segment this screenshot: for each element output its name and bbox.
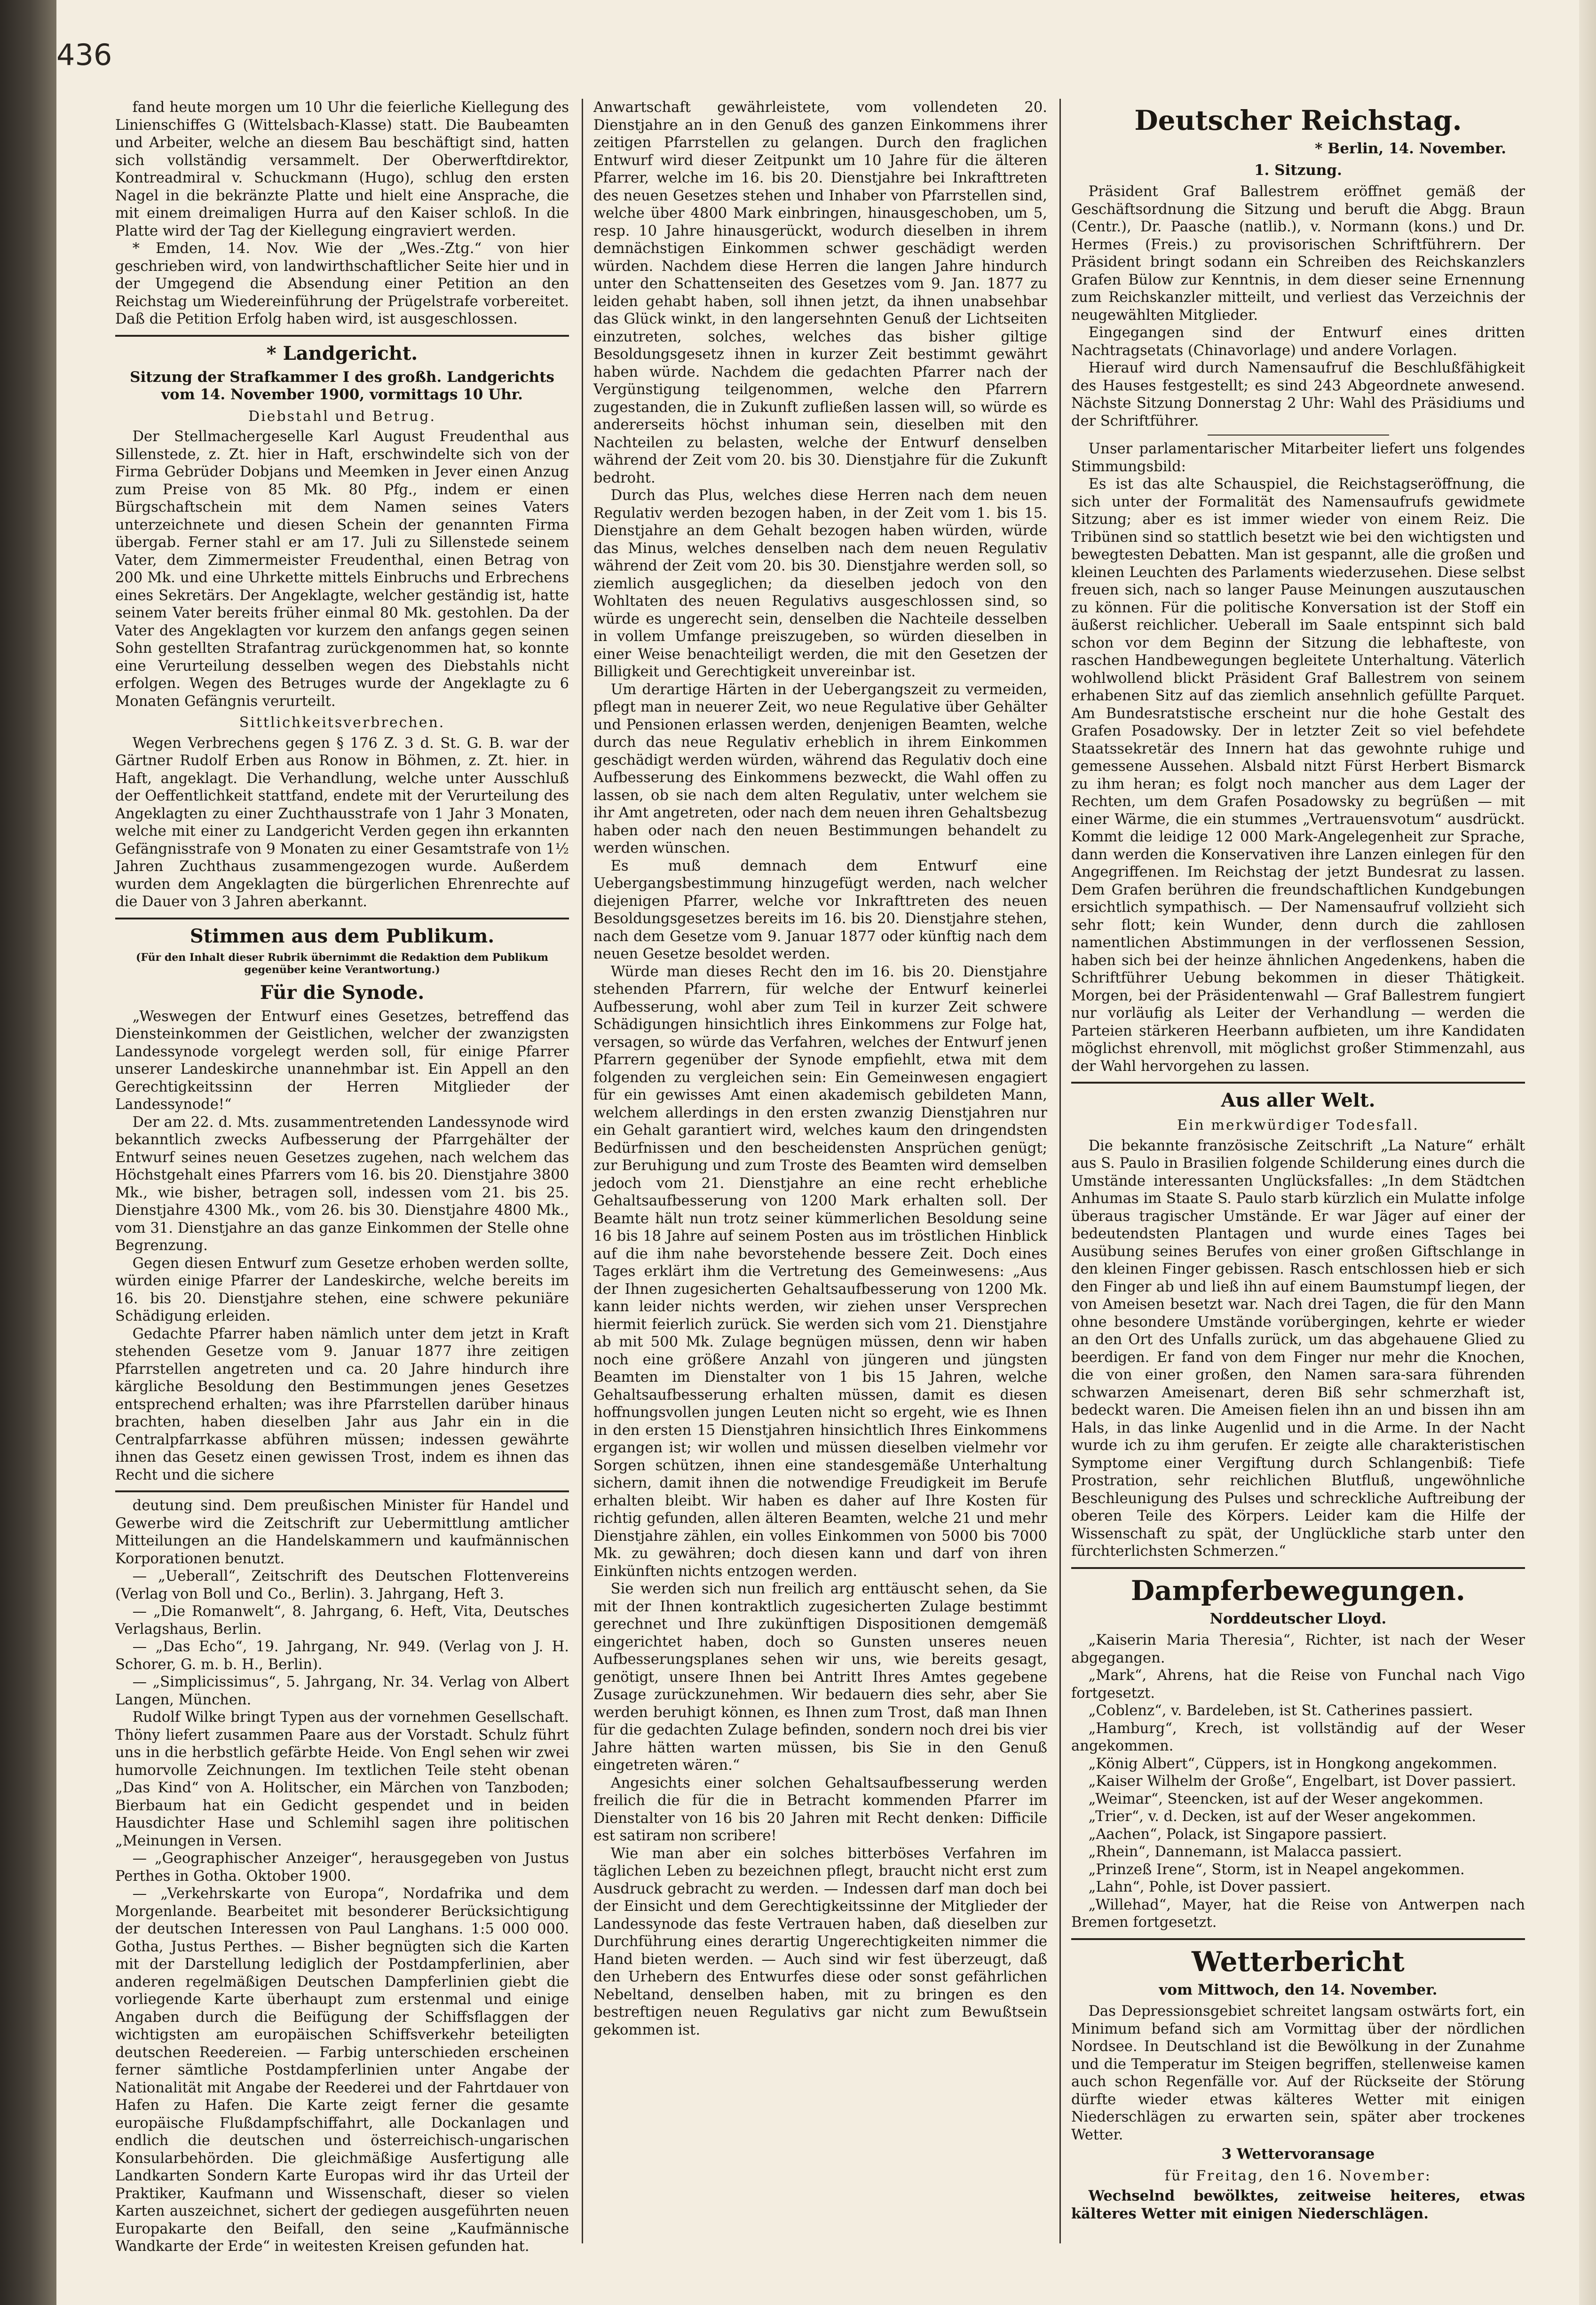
article-title-synode: Für die Synode. bbox=[260, 981, 425, 1004]
column-1 bbox=[115, 99, 569, 2255]
article-paragraph: Wegen Verbrechens gegen § 176 Z. 3 d. St. G. B. war der Gärtner Rudolf Erben aus Ronow in Böhmen, z. Zt. hier. in Haft, angeklagt. Die Verhandlung, welche unter Ausschluß der Oeffentlichkeit stattfand, endete mit der Verurteilung des Angeklagten zu einer Zuchthausstrafe von 1 Jahr 3 Monaten, welche mit einer zu Landgericht Verden gegen ihn erkannten Gefängnisstrafe von 9 Monaten zu einer Gesamtstrafe von 1½ Jahren Zuchthaus zusammengezogen wurde. Außerdem wurden dem Angeklagten die bürgerlichen Ehrenrechte auf die Dauer von 3 Jahren aberkannt. bbox=[115, 735, 569, 910]
section-rule bbox=[115, 335, 569, 337]
dateline: * Berlin, 14. November. bbox=[1315, 140, 1506, 157]
review-entry: — „Ueberall“, Zeitschrift des Deutschen Flottenvereins (Verlag von Boll und Co., Berlin). 3. Jahrgang, Heft 3. bbox=[115, 1568, 569, 1602]
review-entry: — „Verkehrskarte von Europa“, Nordafrika und dem Morgenlande. Bearbeitet mit besonderer Berücksichtigung der deutschen Interessen von Paul Langhans. 1:5 000 000. Gotha, Justus Perthes. — Bisher begnügten sich die Karten mit der Darstellung lediglich der Postdampferlinien, aber anderen regelmäßigen Deutschen Dampferlinien giebt die vorliegende Karte überhaupt zum erstenmal und einige Angaben durch die Beifügung der Schiffsflaggen der wichtigsten am europäischen Schiffsverkehr beteiligten deutschen Reedereien. — Farbig unterschieden erscheinen ferner sämtliche Postdampferlinien unter Angabe der Nationalität mit Angabe der Reederei und der Fahrtdauer von Hafen zu Hafen. Die Karte zeigt ferner die gesamte europäische Flußdampfschiffahrt, alle Dockanlagen und endlich die deutschen und österreichisch-ungarischen Konsularbehörden. Die gleichmäßige Ausfertigung alle Landkarten Sondern Karte Europas wird ihr das Urteil der Praktiker, Kaufmann und Wissenschaft, dieser so vielen Karten auszeichnet, sichert der gediegen ausgeführten neuen Europakarte den Beifall, den seine „Kaufmännische Wandkarte der Erde“ in weitesten Kreisen gefunden hat. bbox=[115, 1885, 569, 2255]
column-3 bbox=[1071, 99, 1525, 2243]
article-paragraph: deutung sind. Dem preußischen Minister für Handel und Gewerbe wird die Zeitschrift zur Uebermittlung amtlicher Mitteilungen an die Handelskammern und kaufmännischen Korporationen benutzt. bbox=[115, 1497, 569, 1567]
ship-entry: „Kaiser Wilhelm der Große“, Engelbart, ist Dover passiert. bbox=[1088, 1773, 1517, 1790]
ship-entry: „Kaiserin Maria Theresia“, Richter, ist nach der Weser abgegangen. bbox=[1071, 1632, 1525, 1666]
section-rule bbox=[115, 1490, 569, 1492]
ship-entry: „Hamburg“, Krech, ist vollständig auf der Weser angekommen. bbox=[1071, 1720, 1525, 1754]
forecast-text: Wechselnd bewölktes, zeitweise heiteres, etwas kälteres Wetter mit einigen Niederschlägen. bbox=[1071, 2187, 1525, 2222]
article-paragraph: Es muß demnach dem Entwurf eine Uebergangsbestimmung hinzugefügt werden, nach welcher diejenigen Pfarrer, welche vor Inkrafttreten des neuen Besoldungsgesetzes bereits im 16. bis 20. Dienstjahre stehen, nach dem Gesetze vom 9. Januar 1877 oder künftig nach dem neuen Gesetze besoldet werden. bbox=[593, 857, 1047, 962]
section-rule bbox=[1071, 1082, 1525, 1084]
article-paragraph: Eingegangen sind der Entwurf eines dritten Nachtragsetats (Chinavorlage) und andere Vorlagen. bbox=[1071, 325, 1525, 359]
case-heading: Sittlichkeitsverbrechen. bbox=[239, 714, 445, 731]
section-subtitle: Sitzung der Strafkammer I des großh. Landgerichts vom 14. November 1900, vormittags 10 Uhr. bbox=[130, 368, 554, 403]
article-paragraph: fand heute morgen um 10 Uhr die feierliche Kiellegung des Linienschiffes G (Wittelsbach-Klasse) statt. Die Baubeamten und Arbeiter, welche an diesem Bau beschäftigt sind, hatten sich vollständig versammelt. Der Oberwerftdirektor, Kontreadmiral v. Schuckmann (Hugo), schlug den ersten Nagel in die bekränzte Platte und hielt eine Ansprache, die mit einem dreimaligen Hurra auf den Kaiser schloß. In die Platte wird der Tag der Kiellegung eingraviert werden. bbox=[115, 99, 569, 239]
weather-date: vom Mittwoch, den 14. November. bbox=[1159, 1981, 1438, 1998]
column-divider bbox=[1059, 99, 1061, 2243]
review-entry: Rudolf Wilke bringt Typen aus der vornehmen Gesellschaft. Thöny liefert zusammen Paare aus der Vorstadt. Schulz führt uns in die herbstlich gefärbte Heide. Von Engl sehen wir zwei humorvolle Zeichnungen. Im textlichen Teile steht obenan „Das Kind“ von A. Holitscher, ein Märchen von Tanzboden; Bierbaum hat ein Gedicht gespendet und in beiden Hausdichter Hase und Schlemihl sagen ihre politischen „Meinungen in Versen. bbox=[115, 1709, 569, 1849]
review-entry: — „Simplicissimus“, 5. Jahrgang, Nr. 34. Verlag von Albert Langen, München. bbox=[115, 1674, 569, 1708]
section-title-stimmen: Stimmen aus dem Publikum. bbox=[190, 925, 495, 947]
ship-entry: „Coblenz“, v. Bardeleben, ist St. Catherines passiert. bbox=[1088, 1703, 1473, 1719]
article-paragraph: Präsident Graf Ballestrem eröffnet gemäß der Geschäftsordnung die Sitzung und beruft die Abgg. Braun (Centr.), Dr. Paasche (natlib.), v. Normann (kons.) und Dr. Hermes (Freis.) zu provisorischen Schriftführern. Der Präsident bringt sodann ein Schreiben des Reichskanzlers Grafen Bülow zur Kenntnis, in dem dieser seine Ernennung zum Reichskanzler mitteilt, und verliest das Verzeichnis der neugewählten Mitglieder. bbox=[1071, 183, 1525, 324]
article-paragraph: Die bekannte französische Zeitschrift „La Nature“ erhält aus S. Paulo in Brasilien folgende Schilderung eines durch die Umstände interessanten Unglücksfalles: „In dem Städtchen Anhumas im Staate S. Paulo starb kürzlich ein Mulatte infolge überaus tragischer Umstände. Er war Jäger auf einer der bedeutendsten Plantagen und wurde eines Tages bei Ausübung seines Berufes von einer großen Giftschlange in den kleinen Finger gebissen. Rasch entschlossen hieb er sich den Finger ab und ließ ihn auf einem Baumstumpf liegen, der von Ameisen besetzt war. Nach drei Tagen, die für den Mann ohne besondere Umstände vorübergingen, kehrte er wieder an den Ort des Unfalls zurück, um das abgehauene Glied zu beerdigen. Er fand von dem Finger nur mehr die Knochen, die von einer großen, den Namen sara-sara führenden schwarzen Ameisenart, deren Biß sehr schmerzhaft ist, bedeckt waren. Die Ameisen fielen ihn an und bissen ihn am Hals, in das linke Augenlid und in die Arme. In der Nacht wurde ich zu ihm gerufen. Er zeigte alle charakteristischen Symptome einer Vergiftung durch Schlangenbiß: Tiefe Prostration, sehr reichlichen Blutfluß, ungewöhnliche Beschleunigung des Pulses und schreckliche Auftreibung der oberen Teile des Körpers. Leider kam die Hilfe der Wissenschaft zu spät, der Unglückliche starb unter den fürchterlichsten Schmerzen.“ bbox=[1071, 1137, 1525, 1560]
column-divider bbox=[582, 99, 583, 2243]
article-paragraph: Angesichts einer solchen Gehaltsaufbesserung werden freilich die für die in Betracht kommenden Pfarrer im Dienstalter von 16 bis 20 Jahren mit Recht denken: Difficile est satiram non scribere! bbox=[593, 1774, 1047, 1844]
section-title-reichstag: Deutscher Reichstag. bbox=[1134, 104, 1462, 136]
article-subtitle: Ein merkwürdiger Todesfall. bbox=[1177, 1117, 1419, 1133]
ship-entry: „Lahn“, Pohle, ist Dover passiert. bbox=[1088, 1879, 1331, 1895]
article-paragraph: Durch das Plus, welches diese Herren nach dem neuen Regulativ werden bezogen haben, in der Zeit vom 1. bis 15. Dienstjahre an dem Gehalt bezogen haben würden, würde das Minus, welches denselben nach dem neuen Regulativ während der Zeit vom 20. bis 30. Dienstjahre werden soll, so ziemlich ausgeglichen; da dieselben jedoch von den Wohltaten des neuen Regulativs ausgeschlossen sind, so würde es ungerecht sein, denselben die Nachteile desselben in vollem Umfange preiszugeben, so würden dieselben in einer Weise benachteiligt werden, die mit den Gesetzen der Billigkeit und Gerechtigkeit unvereinbar ist. bbox=[593, 487, 1047, 680]
article-paragraph: Anwartschaft gewährleistete, vom vollendeten 20. Dienstjahre an in den Genuß des ganzen Einkommens ihrer zeitigen Pfarrstellen zu gelangen. Durch den fraglichen Entwurf wird dieser Zeitpunkt um 10 Jahre für die älteren Pfarrer, welche im 16. bis 20. Dienstjahre bei Inkrafttreten des neuen Gesetzes stehen und Inhaber von Pfarrstellen sind, welche über 4800 Mark einbringen, hinausgeschoben, um 5, resp. 10 Jahre hinausgerückt, wodurch dieselben in ihrem demnächstigen Einkommen schwer geschädigt werden würden. Nachdem diese Herren die langen Jahre hindurch unter den Schattenseiten des Gesetzes vom 9. Jan. 1877 zu leiden gehabt haben, soll ihnen jetzt, da ihnen unabsehbar das Glück winkt, in den langersehnten Genuß der Lichtseiten einzutreten, solches, welches das bisher giltige Besoldungsgesetz ihnen in kurzer Zeit bestimmt gewährt haben würde. Nachdem die gedachten Pfarrer nach der Vergünstigung teilgenommen, welche den Pfarrern zugestanden, die in Zukunft zufließen lassen will, so würde es andererseits höchst inhuman sein, dieselben mit den Nachteilen zu belasten, welche der Entwurf denselben während der Zeit vom 20. bis 30. Dienstjahre für die Zukunft bedroht. bbox=[593, 99, 1047, 486]
ship-entry: „Willehad“, Mayer, hat die Reise von Antwerpen nach Bremen fortgesetzt. bbox=[1071, 1896, 1525, 1931]
editorial-note: (Für den Inhalt dieser Rubrik übernimmt die Redaktion dem Publikum gegenüber keine Verantwortung.) bbox=[135, 951, 549, 976]
column-2 bbox=[593, 99, 1047, 2243]
section-title-dampfer: Dampferbewegungen. bbox=[1130, 1574, 1466, 1607]
ship-entry: „König Albert“, Cüppers, ist in Hongkong angekommen. bbox=[1088, 1755, 1497, 1772]
article-paragraph: Der am 22. d. Mts. zusammentretenden Landessynode wird bekanntlich zwecks Aufbesserung der Pfarrgehälter der Entwurf seines neuen Gesetzes zugehen, nach welchem das Höchstgehalt eines Pfarrers vom 16. bis 20. Dienstjahre 3800 Mk., wie bisher, betragen soll, indessen vom 21. bis 25. Dienstjahre 4300 Mk., vom 26. bis 30. Dienstjahre 4800 Mk., vom 31. Dienstjahre an das ganze Einkommen der Stelle ohne Begrenzung. bbox=[115, 1114, 569, 1254]
review-entry: — „Das Echo“, 19. Jahrgang, Nr. 949. (Verlag von J. H. Schorer, G. m. b. H., Berlin). bbox=[115, 1639, 569, 1673]
ship-entry: „Mark“, Ahrens, hat die Reise von Funchal nach Vigo fortgesetzt. bbox=[1071, 1667, 1525, 1702]
section-title-welt: Aus aller Welt. bbox=[1221, 1089, 1375, 1111]
article-paragraph: Gegen diesen Entwurf zum Gesetze erhoben werden sollte, würden einige Pfarrer der Landeskirche, welche bereits im 16. bis 20. Dienstjahre stehen, eine schwere pekuniäre Schädigung erleiden. bbox=[115, 1255, 569, 1324]
article-paragraph: Wie man aber ein solches bitterböses Verfahren im täglichen Leben zu bezeichnen pflegt, braucht nicht erst zum Ausdruck gebracht zu werden. — Indessen darf man doch bei der Einsicht und dem Gerechtigkeitssinne der Mitglieder der Landessynode das feste Vertrauen haben, daß dieselben zur Durchführung eines derartig Ungerechtigkeiten nimmer die Hand bieten werden. — Auch sind wir fest überzeugt, daß den Urhebern des Entwurfes diese oder sonst gefährlichen Nebeltand, denselben haben, mit zu bringen es den bestreftigen neuen Regulativs gar nicht zum Bewußtsein gekommen ist. bbox=[593, 1845, 1047, 2038]
article-paragraph: Würde man dieses Recht den im 16. bis 20. Dienstjahre stehenden Pfarrern, für welche der Entwurf keinerlei Aufbesserung, wohl aber zum Teil in kurzer Zeit schwere Schädigungen hinsichtlich ihres Einkommens zur Folge hat, versagen, so würde das Verfahren, welches der Entwurf jenen Pfarrern gegenüber der Synode empfiehlt, etwa mit dem folgenden zu vergleichen sein: Ein Gemeinwesen engagiert für ein gewisses Amt einen akademisch gebildeten Mann, welchem allerdings in den ersten zwanzig Dienstjahren nur ein Gehalt garantiert wird, welches kaum den dringendsten Bedürfnissen und den bescheidensten Ansprüchen genügt; zur Beruhigung und zum Troste des Beamten wird demselben jedoch vom 21. Dienstjahre an eine recht erhebliche Gehaltsaufbesserung von 1200 Mark erhalten soll. Der Beamte hält nun trotz seiner kümmerlichen Besoldung seine 16 bis 18 Jahre auf seinem Posten aus im tröstlichen Hinblick auf die ihm nahe bevorstehende bessere Zeit. Doch eines Tages erklärt ihm die Vertretung des Gemeinwesens: „Aus der Ihnen zugesicherten Gehaltsaufbesserung von 1200 Mk. kann leider nichts werden, wir ziehen unser Versprechen hiermit feierlich zurück. Sie werden sich vom 21. Dienstjahre ab mit 500 Mk. Zulage begnügen müssen, denn wir haben noch eine größere Anzahl von jüngeren und jüngsten Beamten im Dienstalter von 1 bis 15 Jahren, welche Gehaltsaufbesserung erhalten müssen, damit es diesen hoffnungsvollen jungen Leuten nicht so ergeht, wie es Ihnen in den ersten 15 Dienstjahren hinsichtlich Ihres Einkommens ergangen ist; wir wollen und müssen dieselben vielmehr vor Sorgen schützen, ihnen eine standesgemäße Unterhaltung sichern, damit ihnen die notwendige Freudigkeit im Berufe erhalten bleibt. Wir haben es daher auf Ihre Kosten für richtig gefunden, allen älteren Beamten, welche 21 und mehr Dienstjahre zählen, ein volles Einkommen von 5000 bis 7000 Mk. zu gewähren; doch diesen kann und darf von ihren Einkünften nichts entzogen werden. bbox=[593, 963, 1047, 1580]
section-rule bbox=[1071, 1567, 1525, 1569]
article-paragraph: * Emden, 14. Nov. Wie der „Wes.-Ztg.“ von hier geschrieben wird, von landwirthschaftlicher Seite hier und in der Umgegend die Absendung einer Petition an den Reichstag um Wiedereinführung der Prügelstrafe vorbereitet. Daß die Petition Erfolg haben wird, ist ausgeschlossen. bbox=[115, 240, 569, 327]
binding-margin bbox=[0, 0, 56, 2305]
ship-entry: „Rhein“, Dannemann, ist Malacca passiert. bbox=[1088, 1844, 1402, 1860]
section-title-landgericht: * Landgericht. bbox=[266, 342, 418, 364]
section-title-wetter: Wetterbericht bbox=[1192, 1945, 1405, 1978]
review-entry: — „Geographischer Anzeiger“, herausgegeben von Justus Perthes in Gotha. Oktober 1900. bbox=[115, 1850, 569, 1885]
article-paragraph: Das Depressionsgebiet schreitet langsam ostwärts fort, ein Minimum befand sich am Vormittag über der nördlichen Nordsee. In Deutschland ist die Bewölkung in der Zunahme und die Temperatur im Steigen begriffen, stellenweise kamen auch schon Regenfälle vor. Auf der Rückseite der Störung dürfte wieder etwas kälteres Wetter mit einigen Niederschlägen zu erwarten sein, später aber trockenes Wetter. bbox=[1071, 2003, 1525, 2143]
section-rule bbox=[115, 918, 569, 919]
review-entry: — „Die Romanwelt“, 8. Jahrgang, 6. Heft, Vita, Deutsches Verlagshaus, Berlin. bbox=[115, 1603, 569, 1638]
section-rule bbox=[1071, 1938, 1525, 1940]
article-paragraph: Unser parlamentarischer Mitarbeiter liefert uns folgendes Stimmungsbild: bbox=[1071, 441, 1525, 475]
article-paragraph: Der Stellmachergeselle Karl August Freudenthal aus Sillenstede, z. Zt. hier in Haft, erschwindelte sich von der Firma Gebrüder Dobjans und Meemken in Jever einen Anzug zum Preise von 85 Mk. 80 Pfg., indem er einen Bürgschaftschein mit dem Namen seines Vaters unterzeichnete und diesen Schein der genannten Firma übergab. Ferner stahl er am 17. Juli zu Sillenstede seinem Vater, dem Zimmermeister Freudenthal, einen Betrag von 200 Mk. und eine Uhrkette mittels Einbruchs und Erbrechens eines Sekretärs. Der Angeklagte, welcher geständig ist, hatte seinem Vater bereits früher einmal 80 Mk. gestohlen. Da der Vater des Angeklagten vor kurzem den anfangs gegen seinen Sohn gestellten Strafantrag zurückgenommen hat, so konnte eine Verurteilung desselben wegen des Diebstahls nicht erfolgen. Wegen des Betruges wurde der Angeklagte zu 6 Monaten Gefängnis verurteilt. bbox=[115, 428, 569, 710]
article-paragraph: „Weswegen der Entwurf eines Gesetzes, betreffend das Diensteinkommen der Geistlichen, welcher der zwanzigsten Landessynode vorgelegt werden soll, für einige Pfarrer unserer Landeskirche unannehmbar ist. Ein Appell an den Gerechtigkeitssinn der Herren Mitglieder der Landessynode!“ bbox=[115, 1008, 569, 1113]
divider bbox=[1208, 435, 1389, 436]
page-edge bbox=[1579, 0, 1596, 2305]
ship-entry: „Trier“, v. d. Decken, ist auf der Weser angekommen. bbox=[1088, 1808, 1477, 1825]
forecast-date: für Freitag, den 16. November: bbox=[1165, 2167, 1431, 2184]
forecast-heading: 3 Wettervoransage bbox=[1221, 2146, 1375, 2162]
ship-entry: „Prinzeß Irene“, Storm, ist in Neapel angekommen. bbox=[1088, 1861, 1465, 1878]
ship-entry: „Weimar“, Steencken, ist auf der Weser angekommen. bbox=[1088, 1790, 1484, 1807]
page-number: 436 bbox=[56, 38, 112, 72]
article-paragraph: Sie werden sich nun freilich arg enttäuscht sehen, da Sie mit der Ihnen kontraktlich zugesicherten Zulage bestimmt gerechnet und Ihre zukünftigen Dispositionen demgemäß eingerichtet haben, doch so Gunsten unseres neuen Aufbesserungsplanes sehen wir uns, wie bereits gesagt, genötigt, unsere Ihnen bei Antritt Ihres Amtes gegebene Zusage zurückzunehmen. Wir bedauern dies sehr, aber Sie werden beruhigt können, es Ihnen zum Trost, daß man Ihnen für die gedachten Zulage befinden, sondern noch drei bis vier Jahre hätten warten müssen, bis Sie in den Genuß eingetreten wären.“ bbox=[593, 1581, 1047, 1774]
article-paragraph: Um derartige Härten in der Uebergangszeit zu vermeiden, pflegt man in neuerer Zeit, wo neue Regulative über Gehälter und Pensionen erlassen werden, denjenigen Beamten, welche durch das neue Regulativ erheblich in ihrem Einkommen geschädigt werden würden, während das Regulativ doch eine Aufbesserung des Einkommens bezweckt, die Wahl offen zu lassen, ob sie nach dem alten Regulativ, unter welchem sie ihr Amt angetreten, oder nach dem neuen ihren Gehaltsbezug haben oder nach den neuen Bestimmungen behandelt zu werden wünschen. bbox=[593, 681, 1047, 856]
article-paragraph: Gedachte Pfarrer haben nämlich unter dem jetzt in Kraft stehenden Gesetze vom 9. Januar 1877 ihre zeitigen Pfarrstellen angetreten und ca. 20 Jahre hindurch ihre kärgliche Besoldung den Bestimmungen jenes Gesetzes entsprechend erhalten; was ihre Pfarrstellen darüber hinaus brachten, haben dieselben Jahr aus Jahr ein in die Centralpfarrkasse abführen müssen; indessen gewährte ihnen das Gesetz einen gewissen Trost, indem es ihnen das Recht und die sichere bbox=[115, 1325, 569, 1483]
ship-entry: „Aachen“, Polack, ist Singapore passiert. bbox=[1088, 1826, 1387, 1843]
article-paragraph: Es ist das alte Schauspiel, die Reichstagseröffnung, die sich unter der Formalität des Namensaufrufs gewidmete Sitzung; aber es ist immer wieder von einem Reiz. Die Tribünen sind so stattlich besetzt wie bei den wichtigsten und bewegtesten Debatten. Man ist gespannt, alle die großen und kleinen Leuchten des Parlaments wiederzusehen. Diese selbst freuen sich, nach so langer Pause Meinungen auszutauschen zu können. Für die politische Konversation ist der Stoff ein äußerst reichlicher. Ueberall im Saale entspinnt sich bald schon vor dem Beginn der Sitzung die lebhafteste, von raschen Handbewegungen begleitete Unterhaltung. Väterlich wohlwollend blickt Präsident Graf Ballestrem von seinem erhabenen Sitz auf das ziemlich ansehnlich gefüllte Parquet. Am Bundesratstische erscheint nur die hohe Gestalt des Grafen Posadowsky. Der in letzter Zeit so viel befehdete Staatssekretär des Innern hat das gewohnte ruhige und gemessene Aussehen. Alsbald nitzt Fürst Herbert Bismarck zu ihm heran; es folgt noch mancher aus dem Lager der Rechten, um dem Grafen Posadowsky zu begrüßen — mit einer Wärme, die ein stummes „Vertrauensvotum“ ausdrückt. Kommt die leidige 12 000 Mark-Angelegenheit zur Sprache, dann werden die Konservativen ihre Lanzen einlegen für den Angegriffenen. Im Reichstag der jetzt Bundesrat zu lassen. Dem Grafen berühren die freundschaftlichen Kundgebungen ersichtlich sympathisch. — Der Namensaufruf vollzieht sich sehr flott; kein Wunder, denn durch die zahllosen namentlichen Abstimmungen in der verflossenen Session, haben sich bei der heinze ähnlichen Angedenkens, haben die Schriftführer Uebung bekommen in dieser Thätigkeit. Morgen, bei der Präsidentenwahl — Graf Ballestrem fungiert nur vorläufig als Leiter der Verhandlung — werden die Parteien stärkeren Heerbann aufbieten, um ihre Kandidaten möglichst ehrenvoll, mit möglichst großer Stimmenzahl, aus der Wahl hervorgehen zu lassen. bbox=[1071, 476, 1525, 1075]
session-heading: 1. Sitzung. bbox=[1254, 161, 1342, 179]
article-paragraph: Hierauf wird durch Namensaufruf die Beschlußfähigkeit des Hauses festgestellt; es sind 243 Abgeordnete anwesend. Nächste Sitzung Donnerstag 2 Uhr: Wahl des Präsidiums und der Schriftführer. bbox=[1071, 360, 1525, 429]
case-heading: Diebstahl und Betrug. bbox=[248, 408, 436, 425]
shipping-line: Norddeutscher Lloyd. bbox=[1209, 1610, 1387, 1627]
